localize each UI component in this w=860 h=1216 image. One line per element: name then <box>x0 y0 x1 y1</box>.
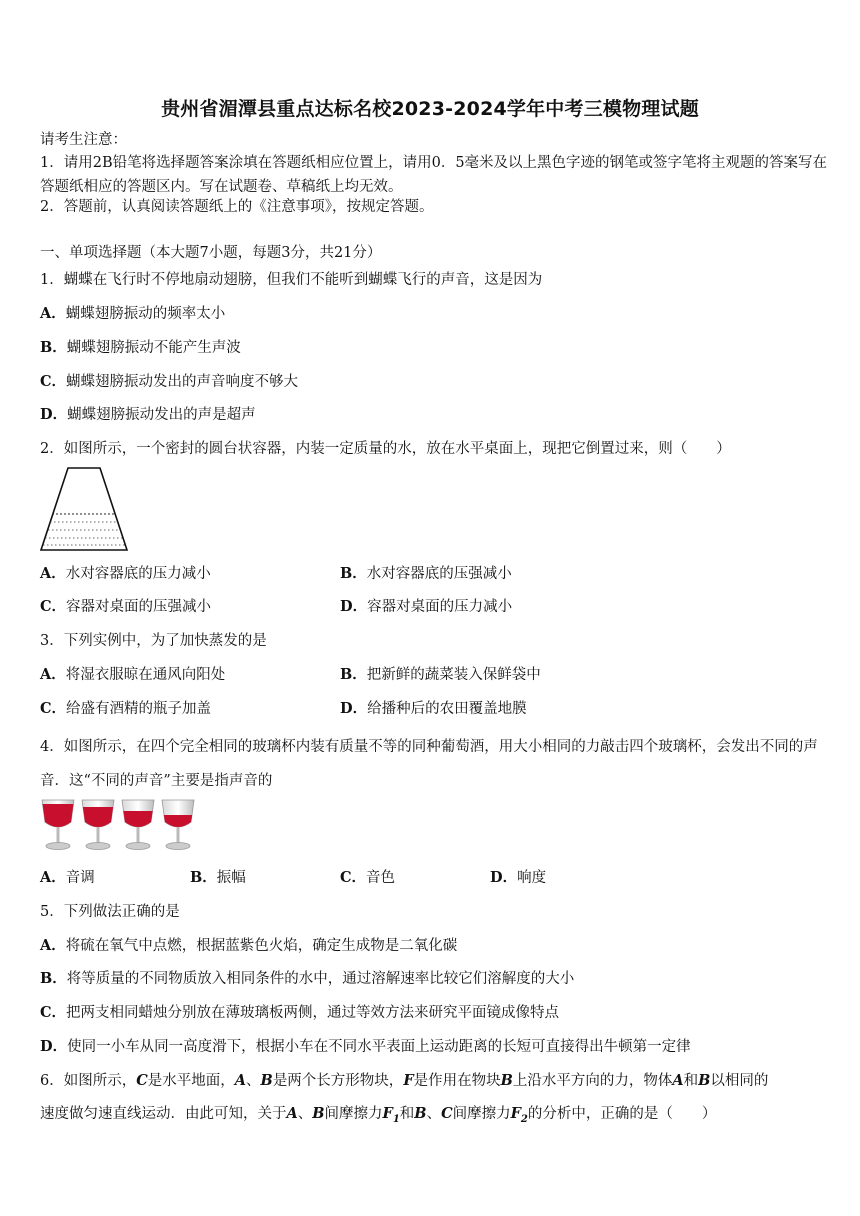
option-text: 蝴蝶翅膀振动的频率太小 <box>65 306 226 322</box>
option-text: 容器对桌面的压力减小 <box>367 599 513 615</box>
question-4-option-b <box>190 868 246 888</box>
var-f2 <box>510 1105 528 1125</box>
text: 是作用在物块 <box>413 1073 501 1089</box>
text: 是水平地面， <box>147 1073 235 1089</box>
option-letter: C． <box>40 1004 67 1021</box>
wine-glasses-figure <box>40 796 200 854</box>
option-text: 响度 <box>517 870 547 886</box>
option-text: 将硫在氧气中点燃，根据蓝紫色火焰，确定生成物是二氧化碳 <box>65 938 458 954</box>
text: 、 <box>246 1073 261 1089</box>
option-letter: C． <box>40 700 67 717</box>
subscript: 1 <box>392 1113 400 1125</box>
var-a: A <box>286 1105 298 1122</box>
option-text: 把新鲜的蔬菜装入保鲜袋中 <box>366 667 541 683</box>
option-text: 给盛有酒精的瓶子加盖 <box>66 701 212 717</box>
option-letter: D． <box>340 598 368 615</box>
text: 和 <box>683 1073 699 1089</box>
text: 和 <box>399 1106 415 1122</box>
text: 的分析中，正确的是（ ） <box>527 1106 717 1122</box>
text: 、 <box>426 1106 442 1122</box>
option-letter: B． <box>340 666 367 683</box>
question-2-option-d <box>340 597 512 617</box>
text: 间摩擦力 <box>324 1106 383 1122</box>
option-text: 把两支相同蜡烛分别放在薄玻璃板两侧，通过等效方法来研究平面镜成像特点 <box>66 1005 560 1021</box>
question-1-stem: 1．蝴蝶在飞行时不停地扇动翅膀，但我们不能听到蝴蝶飞行的声音，这是因为 <box>40 272 543 288</box>
var-b: B <box>698 1072 711 1089</box>
var-b: B <box>414 1105 427 1122</box>
option-text: 水对容器底的压强减小 <box>366 566 512 582</box>
var-b: B <box>500 1072 513 1089</box>
notice-item-1: 1．请用2B铅笔将选择题答案涂填在答题纸相应位置上，请用0．5毫米及以上黑色字迹的钢笔或签字笔将主观题的答案写在答题纸相应的答题区内。写在试题卷、草稿纸上均无效。 <box>40 155 828 195</box>
subscript: 2 <box>520 1113 528 1125</box>
page-title: 贵州省湄潭县重点达标名校2023-2024学年中考三模物理试题 <box>161 98 699 120</box>
wine-glass-1 <box>42 800 74 850</box>
option-letter: D． <box>490 869 518 886</box>
option-letter: C． <box>40 373 67 390</box>
option-letter: A． <box>40 305 66 322</box>
option-letter: B． <box>40 339 67 356</box>
question-3-option-a <box>40 665 225 685</box>
question-3-stem: 3．下列实例中，为了加快蒸发的是 <box>40 633 267 649</box>
question-4-stem: 4．如图所示，在四个完全相同的玻璃杯内装有质量不等的同种葡萄酒，用大小相同的力敲击四个玻璃杯，会发出不同的声音．这“不同的声音”主要是指声音的 <box>40 739 818 789</box>
question-5-option-a <box>40 936 457 956</box>
question-4-option-d <box>490 868 546 888</box>
f-symbol: F <box>382 1105 393 1122</box>
text: 间摩擦力 <box>452 1106 511 1122</box>
option-text: 音调 <box>65 870 95 886</box>
question-1-option-c <box>40 372 298 392</box>
var-a: A <box>234 1072 247 1089</box>
question-2-stem: 2．如图所示，一个密封的圆台状容器，内装一定质量的水，放在水平桌面上，现把它倒置过来，则（ ） <box>40 441 731 457</box>
question-1-option-a <box>40 304 225 324</box>
option-letter: C． <box>40 598 67 615</box>
wine-glass-2 <box>82 800 114 850</box>
question-5-option-b <box>40 969 574 989</box>
var-c: C <box>136 1072 148 1089</box>
text: 6．如图所示， <box>40 1073 137 1089</box>
option-text: 容器对桌面的压强减小 <box>66 599 212 615</box>
question-2-option-a <box>40 564 211 584</box>
question-1-option-b <box>40 338 241 358</box>
option-text: 将等质量的不同物质放入相同条件的水中，通过溶解速率比较它们溶解度的大小 <box>66 971 575 987</box>
section-heading: 一、单项选择题（本大题7小题，每题3分，共21分） <box>40 245 382 261</box>
option-text: 振幅 <box>216 870 246 886</box>
question-3-option-c <box>40 699 211 719</box>
var-c: C <box>441 1105 453 1122</box>
question-6-stem-line-2 <box>40 1104 716 1130</box>
notice-heading: 请考生注意： <box>40 132 127 148</box>
option-letter: A． <box>40 565 66 582</box>
text: 是两个长方形物块， <box>272 1073 404 1089</box>
option-text: 使同一小车从同一高度滑下，根据小车在不同水平表面上运动距离的长短可直接得出牛顿第一定律 <box>67 1039 691 1055</box>
option-letter: B． <box>190 869 217 886</box>
question-3-option-b <box>340 665 541 685</box>
option-text: 蝴蝶翅膀振动发出的声是超声 <box>67 407 256 423</box>
question-2-option-c <box>40 597 211 617</box>
option-letter: D． <box>40 406 68 423</box>
wine-glass-3 <box>122 800 154 850</box>
wine-glass-4 <box>162 800 194 850</box>
var-f1 <box>382 1105 400 1125</box>
frustum-container-figure <box>38 464 130 554</box>
question-6-stem-line-1 <box>40 1071 768 1091</box>
text: 以相同的 <box>710 1073 769 1089</box>
option-text: 音色 <box>366 870 396 886</box>
option-letter: C． <box>340 869 367 886</box>
option-letter: B． <box>40 970 67 987</box>
var-a: A <box>672 1072 684 1089</box>
question-2-option-b <box>340 564 512 584</box>
option-letter: A． <box>40 666 66 683</box>
question-5-stem: 5．下列做法正确的是 <box>40 904 180 920</box>
option-letter: D． <box>40 1038 68 1055</box>
option-text: 水对容器底的压力减小 <box>65 566 211 582</box>
option-letter: A． <box>40 869 66 886</box>
option-letter: D． <box>340 700 368 717</box>
question-1-option-d <box>40 405 256 425</box>
text: 速度做匀速直线运动．由此可知，关于 <box>40 1106 287 1122</box>
text: 上沿水平方向的力，物体 <box>512 1073 673 1089</box>
option-text: 给播种后的农田覆盖地膜 <box>367 701 527 717</box>
option-text: 蝴蝶翅膀振动不能产生声波 <box>66 340 241 356</box>
question-5-option-d <box>40 1037 691 1057</box>
notice-item-2: 2．答题前，认真阅读答题纸上的《注意事项》，按规定答题。 <box>40 199 434 215</box>
var-f: F <box>403 1072 414 1089</box>
text: 、 <box>297 1106 313 1122</box>
var-b: B <box>260 1072 273 1089</box>
question-4-option-c <box>340 868 395 888</box>
f-symbol: F <box>510 1105 521 1122</box>
var-b: B <box>312 1105 325 1122</box>
question-3-option-d <box>340 699 527 719</box>
option-text: 蝴蝶翅膀振动发出的声音响度不够大 <box>66 374 299 390</box>
option-letter: A． <box>40 937 66 954</box>
option-letter: B． <box>340 565 367 582</box>
question-4-option-a <box>40 868 95 888</box>
option-text: 将湿衣服晾在通风向阳处 <box>65 667 226 683</box>
question-5-option-c <box>40 1003 559 1023</box>
